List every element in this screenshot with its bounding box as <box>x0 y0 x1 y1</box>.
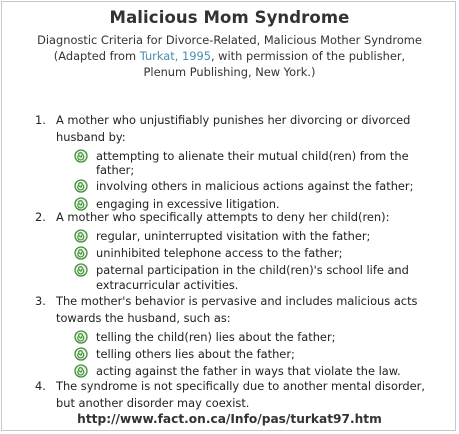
criterion-text: A mother who unjustifiably punishes her divorcing or divorced <box>56 113 411 127</box>
criterion-subitem: engaging in excessive litigation. <box>96 196 280 211</box>
criterion-subitem: extracurricular activities. <box>96 277 239 292</box>
document-frame <box>1 1 456 431</box>
criterion-subitem: telling others lies about the father; <box>96 347 295 361</box>
page-title: Malicious Mom Syndrome <box>109 8 350 27</box>
criterion-subitem: paternal participation in the child(ren)'s school life and <box>96 263 409 278</box>
spiral-bullet-icon <box>74 228 88 242</box>
spiral-bullet-icon <box>74 178 88 192</box>
source-url[interactable]: http://www.fact.on.ca/Info/pas/turkat97.htm <box>77 412 382 426</box>
subtitle-suffix: , with permission of the publisher, <box>210 49 406 63</box>
criterion-subitem: father; <box>96 163 135 178</box>
spiral-bullet-icon <box>74 262 88 276</box>
spiral-bullet-icon <box>74 245 88 259</box>
criterion-text: but another disorder may coexist. <box>56 395 250 410</box>
spiral-bullet-icon <box>74 196 88 210</box>
criterion-number: 4. <box>35 379 46 393</box>
criterion-number: 2. <box>35 210 46 224</box>
criterion-subitem: telling the child(ren) lies about the father; <box>96 329 336 344</box>
criterion-subitem: attempting to alienate their mutual child(ren) from the <box>96 148 409 163</box>
criterion-text: A mother who specifically attempts to deny her child(ren): <box>56 210 390 224</box>
criterion-subitem: regular, uninterrupted visitation with the father; <box>96 228 371 243</box>
subtitle-line-2 <box>2 48 457 64</box>
criterion-subitem: involving others in malicious actions against the father; <box>96 179 414 194</box>
subtitle-prefix: (Adapted from <box>53 49 140 63</box>
criterion-text: husband by: <box>56 129 126 144</box>
criterion-text: The mother's behavior is pervasive and includes malicious acts <box>56 294 418 308</box>
spiral-bullet-icon <box>74 329 88 343</box>
criterion-number: 3. <box>35 294 46 308</box>
criterion-subitem: acting against the father in ways that violate the law. <box>96 364 401 379</box>
spiral-bullet-icon <box>74 346 88 360</box>
subtitle-line-3: Plenum Publishing, New York.) <box>143 65 316 79</box>
criterion-text: The syndrome is not specifically due to another mental disorder, <box>56 379 425 393</box>
spiral-bullet-icon <box>74 363 88 377</box>
spiral-bullet-icon <box>74 148 88 162</box>
turkat-citation-link[interactable]: Turkat, 1995 <box>139 49 211 63</box>
criterion-subitem: uninhibited telephone access to the father; <box>96 246 343 261</box>
criterion-text: towards the husband, such as: <box>56 310 231 325</box>
criterion-number: 1. <box>35 113 46 127</box>
subtitle-line-1: Diagnostic Criteria for Divorce-Related, Malicious Mother Syndrome <box>37 33 422 47</box>
